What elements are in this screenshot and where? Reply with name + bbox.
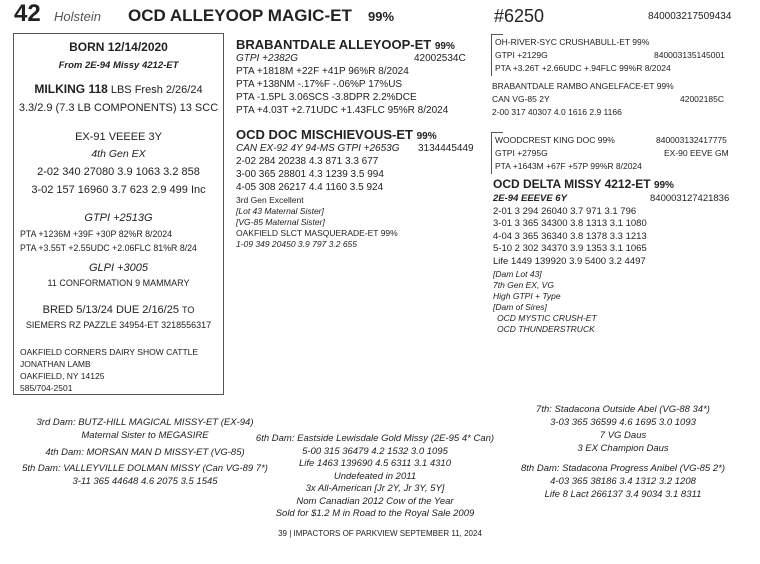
dd-record: Life 1449 139920 3.9 5400 3.2 4497 bbox=[493, 255, 646, 267]
bred-to: TO bbox=[182, 305, 195, 315]
sire-gtpi: GTPI +2382G bbox=[236, 53, 298, 64]
pta-line-1: PTA +1236M +39F +30P 82%R 8/2024 bbox=[20, 229, 173, 239]
milking-line bbox=[14, 82, 223, 96]
dd-record: 2-01 3 294 26040 3.7 971 3.1 796 bbox=[493, 206, 637, 217]
dam-record-1: 2-02 284 20238 4.3 871 3.3 677 bbox=[236, 156, 379, 167]
animal-number: #6250 bbox=[494, 6, 545, 26]
footer-sep: | bbox=[289, 529, 292, 538]
gtpi: GTPI +2513G bbox=[84, 212, 153, 224]
animal-reg: 840003217509434 bbox=[648, 11, 732, 22]
eighth-dam: 8th Dam: Stadacona Progress Anibel (VG-85 2*) 4-03 365 38186 3.4 1312 3.2 1208 Life 8 Lact 266137 3.4 9034 3.1 8311 bbox=[521, 463, 725, 500]
seventh-dam: 7th: Stadacona Outside Abel (VG-88 34*) 3-03 365 36599 4.6 1695 3.0 1093 7 VG Daus 3 EX Champion Daus bbox=[536, 404, 710, 454]
ss-name: OH-RIVER-SYC CRUSHABULL-ET 99% bbox=[495, 37, 650, 47]
glpi: GLPI +3005 bbox=[88, 262, 149, 274]
dd-notes: [Dam Lot 43] 7th Gen EX, VG High GTPI + Type [Dam of Sires] OCD MYSTIC CRUSH-ET OCD THUNDERSTRUCK bbox=[493, 269, 597, 334]
animal-name: OCD ALLEYOOP MAGIC-ET bbox=[128, 6, 352, 25]
dd-record: 3-01 3 365 34300 3.8 1313 3.1 1080 bbox=[493, 218, 647, 230]
fourth-dam: 4th Dam: MORSAN MAN D MISSY-ET (VG-85) bbox=[45, 447, 245, 458]
dd-reg: 840003127421836 bbox=[650, 193, 730, 204]
sire-reg: 42002534C bbox=[414, 53, 466, 64]
breed-label: Holstein bbox=[54, 9, 101, 24]
bracket-line bbox=[491, 34, 492, 76]
milking-label: MILKING bbox=[34, 82, 86, 96]
dam-notes: 3rd Gen Excellent [Lot 43 Maternal Sister] [VG-85 Maternal Sister] OAKFIELD SLCT MASQUERADE-ET 99% 1-09 349 20450 3.9 797 3.2 655 bbox=[236, 195, 398, 249]
record-2: 3-02 157 16960 3.7 623 2.9 499 Inc bbox=[31, 184, 206, 196]
sd-record: 2-00 317 40307 4.0 1616 2.9 1166 bbox=[492, 107, 622, 117]
bracket-line bbox=[491, 34, 503, 35]
components: 3.3/2.9 (7.3 LB COMPONENTS) 13 SCC bbox=[18, 102, 219, 114]
ss-gtpi: GTPI +2129G bbox=[495, 50, 548, 60]
dd-class: 2E-94 EEEVE 6Y bbox=[493, 193, 567, 204]
fifth-dam: 5th Dam: VALLEYVILLE DOLMAN MISSY (Can VG-89 7*) 3-11 365 44648 4.6 2075 3.5 1545 bbox=[22, 463, 268, 487]
ss-pta: PTA +3.26T +2.66UDC +.94FLC 99%R 8/2024 bbox=[495, 63, 671, 73]
dam-record-2: 3-00 365 28801 4.3 1239 3.5 994 bbox=[236, 169, 384, 180]
bracket-line bbox=[491, 132, 503, 133]
dam-class: CAN EX-92 4Y 94-MS GTPI +2653G bbox=[236, 143, 400, 154]
bred-line bbox=[14, 304, 223, 316]
born-date: BORN 12/14/2020 bbox=[69, 40, 168, 54]
ds-pta: PTA +1643M +67F +57P 99%R 8/2024 bbox=[495, 161, 642, 171]
sire-pta-1: PTA +1818M +22F +41P 96%R 8/2024 bbox=[236, 66, 409, 77]
sire-pta-4: PTA +4.03T +2.71UDC +1.43FLC 95%R 8/2024 bbox=[236, 105, 449, 116]
sd-name: BRABANTDALE RAMBO ANGELFACE-ET 99% bbox=[492, 81, 674, 91]
consignor-line: 585/704-2501 bbox=[20, 383, 73, 393]
from-dam: From 2E-94 Missy 4212-ET bbox=[58, 60, 179, 71]
sire-pta-3: PTA -1.5PL 3.06SCS -3.8DPR 2.2%DCE bbox=[236, 92, 417, 103]
dam-name: OCD DOC MISCHIEVOUS-ET 99% bbox=[236, 127, 437, 142]
pta-line-2: PTA +3.55T +2.55UDC +2.06FLC 81%R 8/24 bbox=[20, 243, 197, 253]
dam-reg: 3134445449 bbox=[418, 143, 474, 154]
sd-reg: 42002185C bbox=[680, 94, 724, 104]
record-1: 2-02 340 27080 3.9 1063 3.2 858 bbox=[37, 166, 200, 178]
ds-gtpi: GTPI +2795G bbox=[495, 148, 548, 158]
dd-record: 4-04 3 365 36340 3.8 1378 3.3 1213 bbox=[493, 230, 647, 242]
sd-class: CAN VG-85 2Y bbox=[492, 94, 550, 104]
classification: EX-91 VEEEE 3Y bbox=[75, 131, 162, 143]
consignor-line: OAKFIELD, NY 14125 bbox=[20, 371, 105, 381]
footer-date: SEPTEMBER 11, 2024 bbox=[399, 529, 482, 538]
ds-name: WOODCREST KING DOC 99% bbox=[495, 135, 615, 145]
dam-record-3: 4-05 308 26217 4.4 1160 3.5 924 bbox=[236, 182, 384, 193]
animal-pct: 99% bbox=[368, 9, 395, 24]
dd-name: OCD DELTA MISSY 4212-ET 99% bbox=[493, 177, 674, 191]
info-box bbox=[13, 33, 224, 395]
third-dam: 3rd Dam: BUTZ-HILL MAGICAL MISSY-ET (EX-94) Maternal Sister to MEGASIRE bbox=[36, 417, 254, 441]
footer bbox=[0, 529, 760, 538]
consignor-line: JONATHAN LAMB bbox=[20, 359, 91, 369]
milking-value: 118 bbox=[88, 82, 108, 96]
bred-sire: SIEMERS RZ PAZZLE 34954-ET 3218556317 bbox=[25, 320, 212, 330]
bracket-line bbox=[491, 132, 492, 174]
sire-pta-2: PTA +138NM -.17%F -.06%P 17%US bbox=[236, 79, 403, 90]
milking-rest: LBS Fresh 2/26/24 bbox=[107, 84, 203, 96]
ds-class: EX-90 EEVE GM bbox=[664, 148, 729, 158]
dd-records bbox=[493, 206, 647, 268]
ds-reg: 840003132417775 bbox=[656, 135, 727, 145]
page-number: 39 bbox=[278, 529, 287, 538]
gen-ex: 4th Gen EX bbox=[91, 148, 146, 160]
ss-reg: 840003135145001 bbox=[654, 50, 725, 60]
lot-number: 42 bbox=[14, 0, 41, 27]
sire-name: BRABANTDALE ALLEYOOP-ET 99% bbox=[236, 37, 455, 52]
bred-dates: BRED 5/13/24 DUE 2/16/25 bbox=[42, 304, 179, 316]
dd-record: 5-10 2 302 34370 3.9 1353 3.1 1065 bbox=[493, 243, 647, 255]
footer-title: IMPACTORS OF PARKVIEW bbox=[293, 529, 398, 538]
consignor-line: OAKFIELD CORNERS DAIRY SHOW CATTLE bbox=[20, 347, 199, 357]
sixth-dam: 6th Dam: Eastside Lewisdale Gold Missy (2E-95 4* Can) 5-00 315 36479 4.2 1532 3.0 1095 Life 1463 139690 4.5 6311 3.1 4310 Undefeated in 2011 3x All-American [Jr 2Y, Jr 3Y, 5Y] Nom Canadian 2012 Cow of the Year Sold for $1.2 M in Road to the Royal Sale 2009 bbox=[255, 433, 495, 519]
consignor bbox=[20, 346, 198, 394]
conformation: 11 CONFORMATION 9 MAMMARY bbox=[47, 278, 190, 288]
